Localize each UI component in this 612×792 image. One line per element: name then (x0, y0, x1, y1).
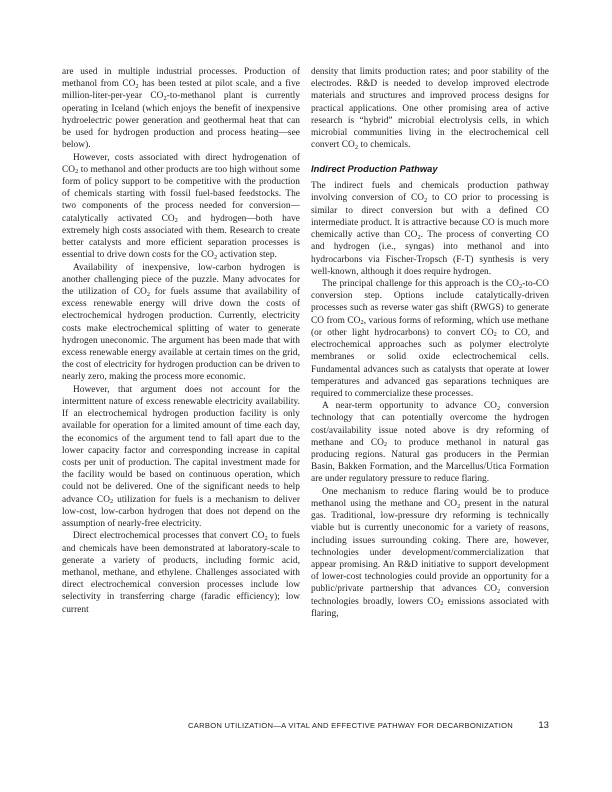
section-heading-indirect-production-pathway: Indirect Production Pathway (311, 164, 438, 175)
paragraph: However, costs associated with direct hydrogenation of $CO_2$ to methanol and other products are too high without some form of policy support to be competitive with the production of chemicals starting with fossil fuel-based feedstocks. The two components of the process needed for conversion—catalytically activated $CO_2$ and hydrogen—both have extremely high costs associated with them. Research to create better catalysts and more efficient separation processes is essential to drive down costs for the $CO_2$ activation step. (62, 152, 300, 261)
paragraph: Direct electrochemical processes that convert $CO_2$ to fuels and chemicals have been demonstrated at laboratory-scale to generate a variety of products, including formic acid, methanol, methane, and ethylene. Challenges associated with direct electrochemical conversion processes include low selectivity in transferring charge (faradic efficiency); low current (62, 531, 300, 615)
two-column-text-body (62, 66, 549, 706)
paragraph: The principal challenge for this approach is the $CO_2-to-CO$ conversion step. Options include catalytically-driven processes such as reverse water gas shift (RWGS) to generate CO from $CO_2$, various forms of reforming, which use methane (or other light hydrocarbons) to convert $CO_2$ to CO, and electrochemical approaches such as polymer electrolyte membranes or solid oxide eclectrochemical cells. Fundamental advances such as catalysts that operate at lower temperatures and advanced gas separations techniques are required to commercialize these processes. (311, 278, 550, 399)
footer-running-title: CARBON UTILIZATION—A VITAL AND EFFECTIVE PATHWAY FOR DECARBONIZATION (188, 721, 513, 730)
paragraph: density that limits production rates; and poor stability of the electrodes. R&D is needed to develop improved electrode materials and structures and improved process designs for practical applications. One other promising area of active research is “hybrid” microbial electrolysis cells, in which microbial communities living in the electrochemical cell convert $CO_2$ to chemicals. (311, 67, 549, 151)
paragraph: The indirect fuels and chemicals production pathway involving conversion of $CO_2$ to CO prior to processing is similar to direct conversion but with a defined CO intermediate product. It is attractive because CO is much more chemically active than $CO_2$. The process of converting CO and hydrogen (i.e., syngas) into methanol and into hydrocarbons via Fischer-Tropsch (F-T) synthesis is very well-known, although it does require hydrogen. (311, 181, 549, 277)
page-number: 13 (538, 719, 549, 731)
paragraph: Availability of inexpensive, low-carbon hydrogen is another challenging piece of the puzzle. Many advocates for the utilization of $CO_2$ for fuels assume that availability of excess renewable energy will drive down the costs of electrochemical hydrogen production. Currently, electricity costs make electrochemical splitting of water to generate hydrogen uneconomic. The argument has been made that with excess renewable energy available at certain times on the grid, the cost of electricity for hydrogen production can be driven to nearly zero, making the process more economic. (62, 262, 301, 383)
page-footer (62, 721, 549, 735)
paragraph: However, that argument does not account for the intermittent nature of excess renewable electricity availability. If an electrochemical hydrogen production facility is only available for operation for a limited amount of time each day, the economics of the argument tend to fall apart due to the lower capacity factor and corresponding increase in capital costs per unit of production. The capital investment made for the facility would be based on continuous operation, which could not be delivered. One of the significant needs to help advance $CO_2$ utilization for fuels is a mechanism to deliver low-cost, low-carbon hydrogen that does not depend on the assumption of nearly-free electricity. (62, 384, 300, 530)
left-text-column (62, 66, 300, 616)
right-text-column (311, 66, 549, 620)
paragraph: are used in multiple industrial processes. Production of methanol from $CO_2$ has been tested at pilot scale, and a five million-liter-per-year $CO_2-to$-methanol plant is currently operating in Iceland (which enjoys the benefit of inexpensive hydroelectric power generation and geothermal heat that can be used for hydrogen production and process heating—see below). (62, 67, 301, 151)
paragraph: One mechanism to reduce flaring would be to produce methanol using the methane and $CO_2$ present in the natural gas. Traditional, low-pressure dry reforming is technically viable but is currently uneconomic for a variety of reasons, including issues surrounding coking. There are, however, technologies under development/commercialization that appear promising. An R&D initiative to support development of lower-cost technologies could provide an opportunity for a public/private partnership that advances $CO_2$ conversion technologies broadly, lowers $CO_2$ emissions associated with flaring, (311, 486, 549, 619)
paragraph: A near-term opportunity to advance $CO_2$ conversion technology that can potentially overcome the hydrogen cost/availability issue noted above is dry reforming of methane and $CO_2$ to produce methanol in natural gas producing regions. Natural gas producers in the Permian Basin, Bakken Formation, and the Marcellus/Utica Formation are under regulatory pressure to reduce flaring. (311, 401, 549, 485)
